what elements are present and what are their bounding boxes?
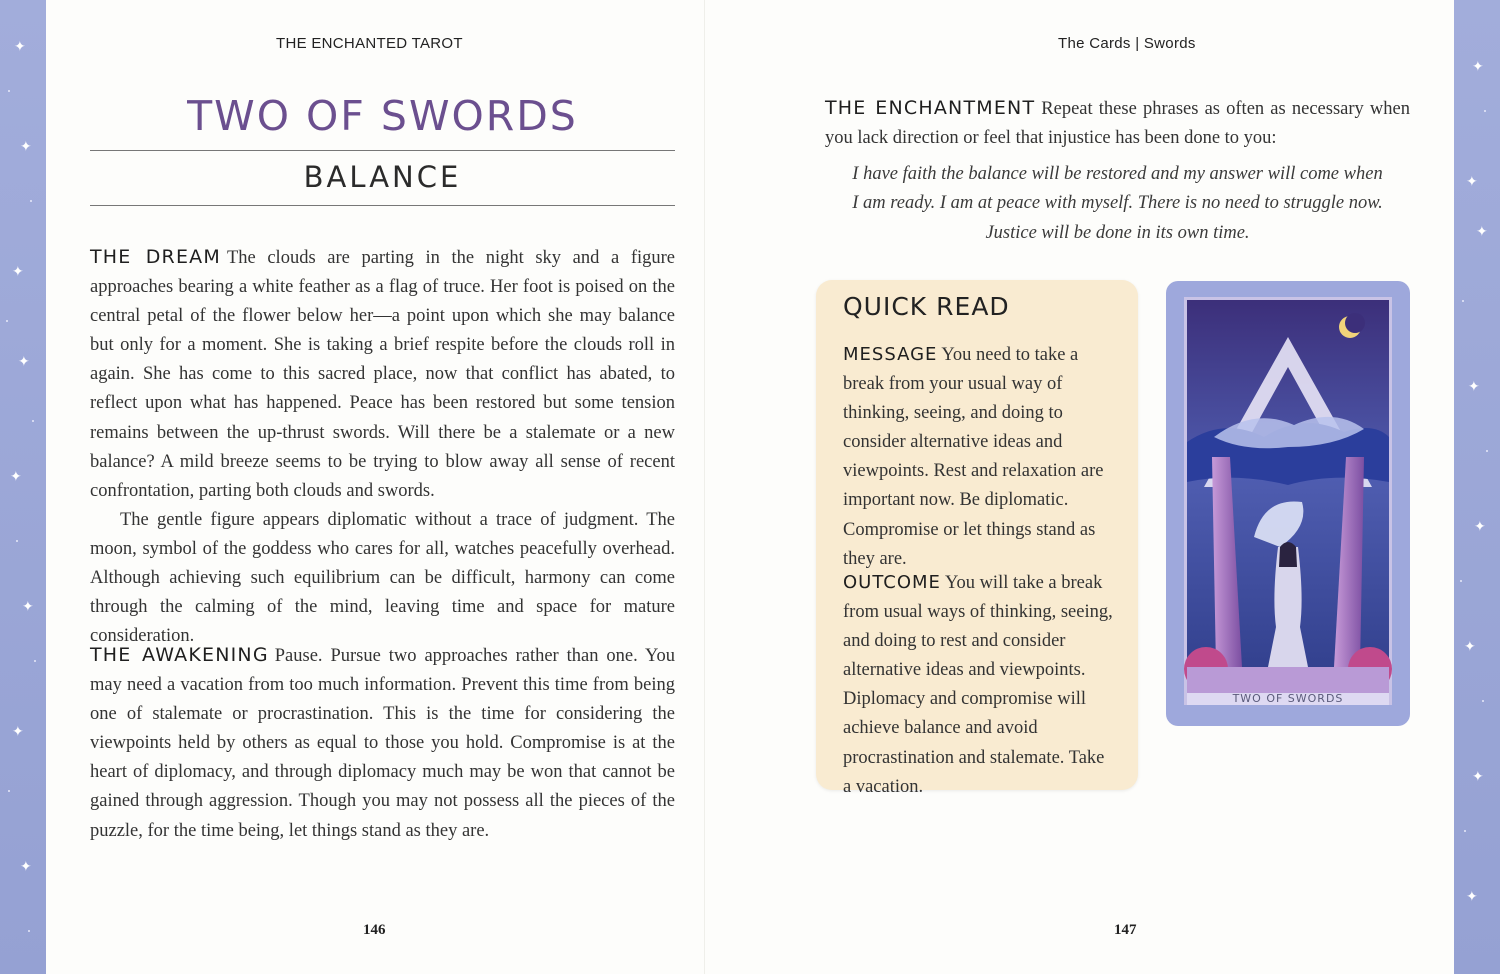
awakening-paragraph bbox=[90, 641, 675, 846]
awakening-text: Pause. Pursue two approaches rather than one. You may need a vacation from too much information. Prevent this time from being one of stalemate or procrastination. This is the time for considering the viewpoints held by others as equal to those you hold. Compromise is at the heart of diplomacy, and through diplomacy much may be won that cannot be gained through aggression. Though you may not possess all the pieces of the puzzle, for the time being, let things stand as they are. bbox=[90, 646, 675, 841]
sparkle-icon: ✦ bbox=[22, 599, 34, 615]
tarot-card-art bbox=[1184, 297, 1392, 705]
sparkle-icon: ✦ bbox=[1466, 889, 1478, 905]
running-head-left: THE ENCHANTED TAROT bbox=[276, 35, 463, 52]
dream-paragraph bbox=[90, 243, 675, 506]
sparkle-icon: ✦ bbox=[18, 354, 30, 370]
outcome-heading: OUTCOME bbox=[843, 572, 941, 593]
sparkle-icon: ✦ bbox=[1472, 59, 1484, 75]
affirmation-text: I have faith the balance will be restored and my answer will come when I am ready. I am at peace with myself. There is no need to struggle now. Justice will be done in its own time. bbox=[852, 164, 1383, 243]
page-title: TWO OF SWORDS bbox=[187, 92, 578, 140]
outcome-text: You will take a break from usual ways of thinking, seeing, and doing to rest and consider alternative ideas and viewpoints. Diplomacy and compromise will achieve balance and avoid procrastination and stalemate. Take a vacation. bbox=[843, 573, 1113, 797]
message-paragraph bbox=[843, 340, 1113, 574]
tarot-card-caption: TWO OF SWORDS bbox=[1232, 692, 1344, 705]
running-head-right: The Cards | Swords bbox=[1058, 35, 1196, 52]
sparkle-icon: ✦ bbox=[14, 39, 26, 55]
quick-read-title: QUICK READ bbox=[843, 292, 1010, 321]
page-number-left: 146 bbox=[363, 922, 386, 938]
dream-text: The clouds are parting in the night sky and a figure approaches bearing a white feather as a flag of truce. Her foot is poised on the central petal of the flower below her—a point upon which she may balance but only for a moment. She is taking a brief respite before the clouds roll in again. She has come to this sacred place, now that conflict has abated, to reflect upon what has happened. Peace has been restored but some tension remains between the up-thrust swords. Will there be a stalemate or a new balance? A mild breeze seems to be trying to blow away all sense of recent confrontation, parting both clouds and swords. bbox=[90, 248, 675, 501]
quick-read-box bbox=[816, 280, 1138, 797]
sparkle-icon: ✦ bbox=[1468, 379, 1480, 395]
sparkle-icon: ✦ bbox=[20, 859, 32, 875]
dream-paragraph-2: The gentle figure appears diplomatic without a trace of judgment. The moon, symbol of the goddess who cares for all, watches peacefully overhead. Although achieving such equilibrium can be difficult, harmony can come through the calming of the mind, leaving time and space for mature consideration. bbox=[90, 510, 675, 647]
enchantment-text: Repeat these phrases as often as necessary when you lack direction or feel that injustice has been done to you: bbox=[825, 99, 1410, 148]
title-rule-top bbox=[90, 150, 675, 151]
enchantment-heading: THE ENCHANTMENT bbox=[825, 97, 1036, 119]
right-page-edge bbox=[1454, 0, 1500, 974]
message-text: You need to take a break from your usual way of thinking, seeing, and doing to consider alternative ideas and viewpoints. Rest and relaxation are important now. Be diplomatic. Compromise or let things stand as they are. bbox=[843, 345, 1104, 569]
sparkle-icon: ✦ bbox=[10, 469, 22, 485]
outcome-paragraph bbox=[843, 568, 1113, 802]
sparkle-icon: ✦ bbox=[20, 139, 32, 155]
sparkle-icon: ✦ bbox=[12, 264, 24, 280]
tarot-card-image bbox=[1166, 281, 1410, 726]
page-number-right: 147 bbox=[1114, 922, 1137, 938]
sparkle-icon: ✦ bbox=[1476, 224, 1488, 240]
gutter bbox=[704, 0, 705, 974]
sparkle-icon: ✦ bbox=[1464, 639, 1476, 655]
awakening-heading: THE AWAKENING bbox=[90, 644, 269, 666]
message-heading: MESSAGE bbox=[843, 344, 938, 365]
dream-heading: THE DREAM bbox=[90, 246, 221, 268]
page-subtitle: BALANCE bbox=[303, 160, 462, 194]
sparkle-icon: ✦ bbox=[1472, 769, 1484, 785]
left-page-edge bbox=[0, 0, 46, 974]
sparkle-icon: ✦ bbox=[12, 724, 24, 740]
sparkle-icon: ✦ bbox=[1474, 519, 1486, 535]
title-rule-bottom bbox=[90, 205, 675, 206]
sparkle-icon: ✦ bbox=[1466, 174, 1478, 190]
enchantment-paragraph bbox=[825, 94, 1410, 153]
